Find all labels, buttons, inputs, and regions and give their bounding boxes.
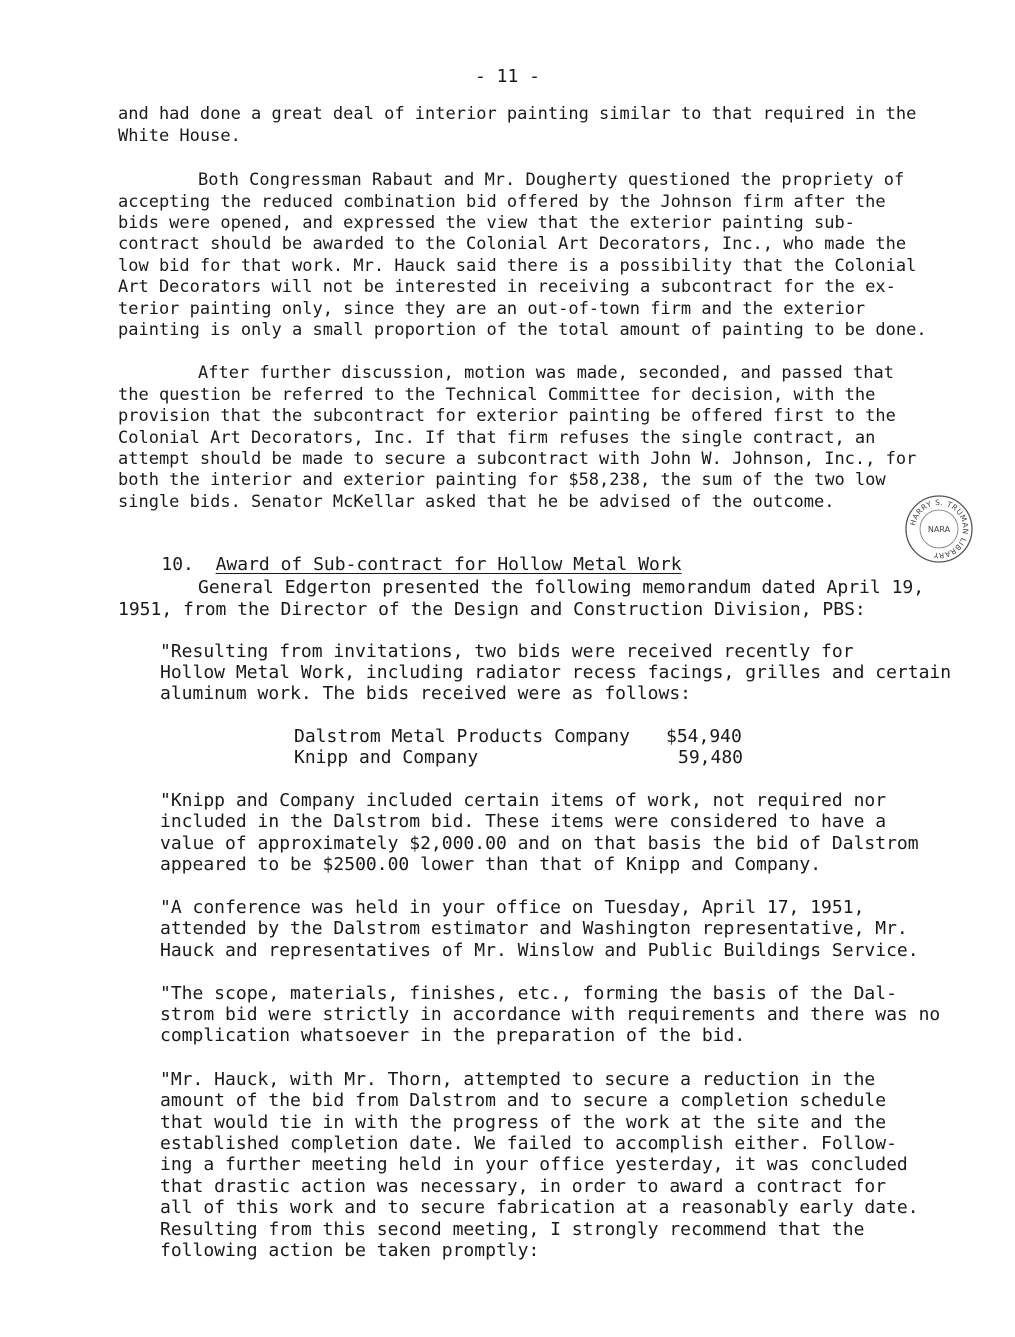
text-line: White House. [118,126,241,146]
text-line: bids were opened, and expressed the view that the exterior painting sub- [118,213,855,233]
text-line: included in the Dalstrom bid. These items were considered to have a [160,811,887,832]
text-line: that would tie in with the progress of the work at the site and the [160,1112,887,1133]
text-line: the question be referred to the Technical Committee for decision, with the [118,385,876,405]
text-line: "Knipp and Company included certain items of work, not required nor [160,790,887,811]
bid-amount: 59,480 [678,747,744,768]
text-line: attempt should be made to secure a subcontract with John W. Johnson, Inc., for [118,449,917,469]
text-line: attended by the Dalstrom estimator and Washington representative, Mr. [160,918,908,939]
text-line: accepting the reduced combination bid offered by the Johnson firm after the [118,192,886,212]
text-line: established completion date. We failed to accomplish either. Follow- [160,1133,897,1154]
bid-company: Dalstrom Metal Products Company [294,726,630,747]
text-line: "The scope, materials, finishes, etc., forming the basis of the Dal- [160,983,897,1004]
text-line: that drastic action was necessary, in order to award a contract for [160,1176,887,1197]
text-line: all of this work and to secure fabrication at a reasonably early date. [160,1197,919,1218]
section-title: Award of Sub-contract for Hollow Metal Work [215,554,682,575]
text-line: contract should be awarded to the Colonial Art Decorators, Inc., who made the [118,234,907,254]
text-line: value of approximately $2,000.00 and on that basis the bid of Dalstrom [160,833,919,854]
text-line: terior painting only, since they are an out-of-town firm and the exterior [118,299,866,319]
stamp-center-text: NARA [927,525,951,534]
text-line: "Resulting from invitations, two bids were received recently for [160,641,854,662]
text-line: Art Decorators will not be interested in receiving a subcontract for the ex- [118,277,896,297]
text-line: low bid for that work. Mr. Hauck said there is a possibility that the Colonial [118,256,917,276]
text-line: both the interior and exterior painting for $58,238, the sum of the two low [118,470,886,490]
page-number: - 11 - [474,66,541,87]
text-line: following action be taken promptly: [160,1240,540,1261]
text-line: painting is only a small proportion of the total amount of painting to be done. [118,320,927,340]
text-line: Hollow Metal Work, including radiator recess facings, grilles and certain [160,662,952,683]
text-line: complication whatsoever in the preparation of the bid. [160,1025,746,1046]
text-line: aluminum work. The bids received were as follows: [160,683,692,704]
text-line: "A conference was held in your office on Tuesday, April 17, 1951, [160,897,865,918]
library-stamp-icon [903,493,975,565]
text-line: Colonial Art Decorators, Inc. If that firm refuses the single contract, an [118,428,876,448]
text-line: General Edgerton presented the following memorandum dated April 19, [198,577,925,598]
text-line: Both Congressman Rabaut and Mr. Dougherty questioned the propriety of [198,170,905,190]
text-line: After further discussion, motion was made, seconded, and passed that [198,363,894,383]
text-line: strom bid were strictly in accordance with requirements and there was no [160,1004,941,1025]
text-line: provision that the subcontract for exterior painting be offered first to the [118,406,896,426]
text-line: Hauck and representatives of Mr. Winslow and Public Buildings Service. [160,940,919,961]
text-line: appeared to be $2500.00 lower than that of Knipp and Company. [160,854,822,875]
text-line: and had done a great deal of interior painting similar to that required in the [118,104,917,124]
bid-amount: $54,940 [666,726,742,747]
bid-company: Knipp and Company [294,747,479,768]
text-line: "Mr. Hauck, with Mr. Thorn, attempted to secure a reduction in the [160,1069,876,1090]
stamp-arc-text: HARRY S. TRUMAN LIBRARY [908,497,971,561]
text-line: amount of the bid from Dalstrom and to secure a completion schedule [160,1090,887,1111]
text-line: 1951, from the Director of the Design and Construction Division, PBS: [118,599,866,620]
section-number: 10. [161,554,194,575]
text-line: Resulting from this second meeting, I strongly recommend that the [160,1219,865,1240]
text-line: ing a further meeting held in your office yesterday, it was concluded [160,1154,908,1175]
text-line: single bids. Senator McKellar asked that he be advised of the outcome. [118,492,835,512]
